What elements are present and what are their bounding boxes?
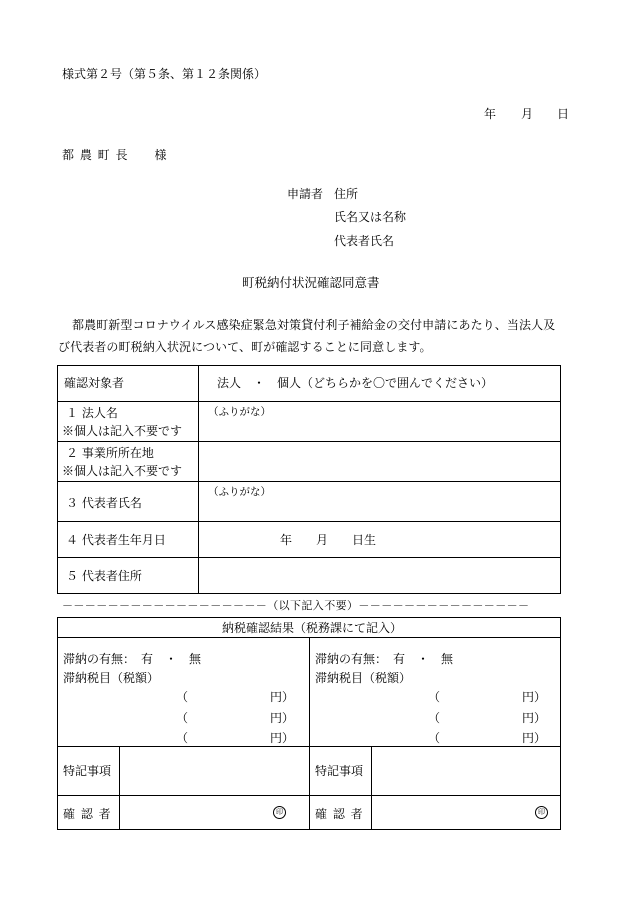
seal-mark-right: 印: [535, 806, 548, 819]
remarks-label-right: 特記事項: [315, 764, 364, 778]
row-representative-address-label: ５ 代表者住所: [66, 569, 142, 583]
applicant-representative: 代表者氏名: [334, 234, 395, 248]
document-title: 町税納付状況確認同意書: [242, 275, 380, 290]
applicant-label: 申請者: [287, 187, 324, 201]
target-table-divider: [198, 365, 199, 594]
form-number: 様式第２号（第５条、第１２条関係）: [62, 67, 267, 81]
date-month: 月: [521, 107, 534, 121]
tax-amount-open-right-1: （: [428, 690, 441, 704]
confirmer-label-left: 確 認 者: [63, 807, 112, 821]
tax-amount-close-right-2: 円）: [522, 711, 547, 725]
tax-amount-close-left-3: 円）: [270, 731, 295, 745]
consent-text: 都農町新型コロナウイルス感染症緊急対策貸付利子補給金の交付申請にあたり、当法人及び代表者の町税納入状況について、町が確認することに同意します。: [58, 318, 556, 354]
result-table-title: 納税確認結果（税務課にて記入）: [222, 621, 403, 635]
tax-amount-close-left-2: 円）: [270, 711, 295, 725]
target-header-value: 法人 ・ 個人（どちらかを〇で囲んでください）: [217, 376, 494, 390]
row-representative-name-furigana: （ふりがな）: [208, 486, 271, 498]
row-corporate-name-label: １ 法人名: [66, 406, 118, 420]
tax-amount-close-right-1: 円）: [522, 690, 547, 704]
row-office-location-note: ※個人は記入不要です: [62, 464, 183, 478]
applicant-address: 住所: [334, 187, 359, 201]
row-corporate-name-furigana: （ふりがな）: [208, 406, 271, 418]
tax-amount-open-left-3: （: [176, 731, 189, 745]
tax-amount-close-right-3: 円）: [522, 731, 547, 745]
row-representative-birthdate-label: ４ 代表者生年月日: [66, 533, 166, 547]
row-representative-birthdate-value: 年 月 日生: [280, 533, 377, 547]
arrears-right: 滞納の有無： 有 ・ 無: [315, 652, 454, 666]
row-representative-name-label: ３ 代表者氏名: [66, 496, 142, 510]
tax-amount-open-right-2: （: [428, 711, 441, 725]
remarks-label-left: 特記事項: [63, 764, 112, 778]
tax-amount-open-left-1: （: [176, 690, 189, 704]
tax-items-right: 滞納税目（税額）: [315, 671, 412, 685]
date-day: 日: [557, 107, 570, 121]
date-year: 年: [484, 107, 497, 121]
tax-amount-open-right-3: （: [428, 731, 441, 745]
tax-amount-open-left-2: （: [176, 711, 189, 725]
addressee: 都 農 町 長 様: [62, 148, 168, 162]
row-office-location-label: ２ 事業所所在地: [66, 446, 154, 460]
separator: －－－－－－－－－－－－－－－－－－（以下記入不要）－－－－－－－－－－－－－－－: [62, 599, 530, 612]
tax-amount-close-left-1: 円）: [270, 690, 295, 704]
arrears-left: 滞納の有無： 有 ・ 無: [63, 652, 202, 666]
confirmer-label-right: 確 認 者: [315, 807, 364, 821]
row-corporate-name-note: ※個人は記入不要です: [62, 424, 183, 438]
target-header-label: 確認対象者: [64, 376, 125, 390]
seal-mark-left: 印: [273, 806, 286, 819]
tax-items-left: 滞納税目（税額）: [63, 671, 160, 685]
applicant-name: 氏名又は名称: [334, 210, 407, 224]
